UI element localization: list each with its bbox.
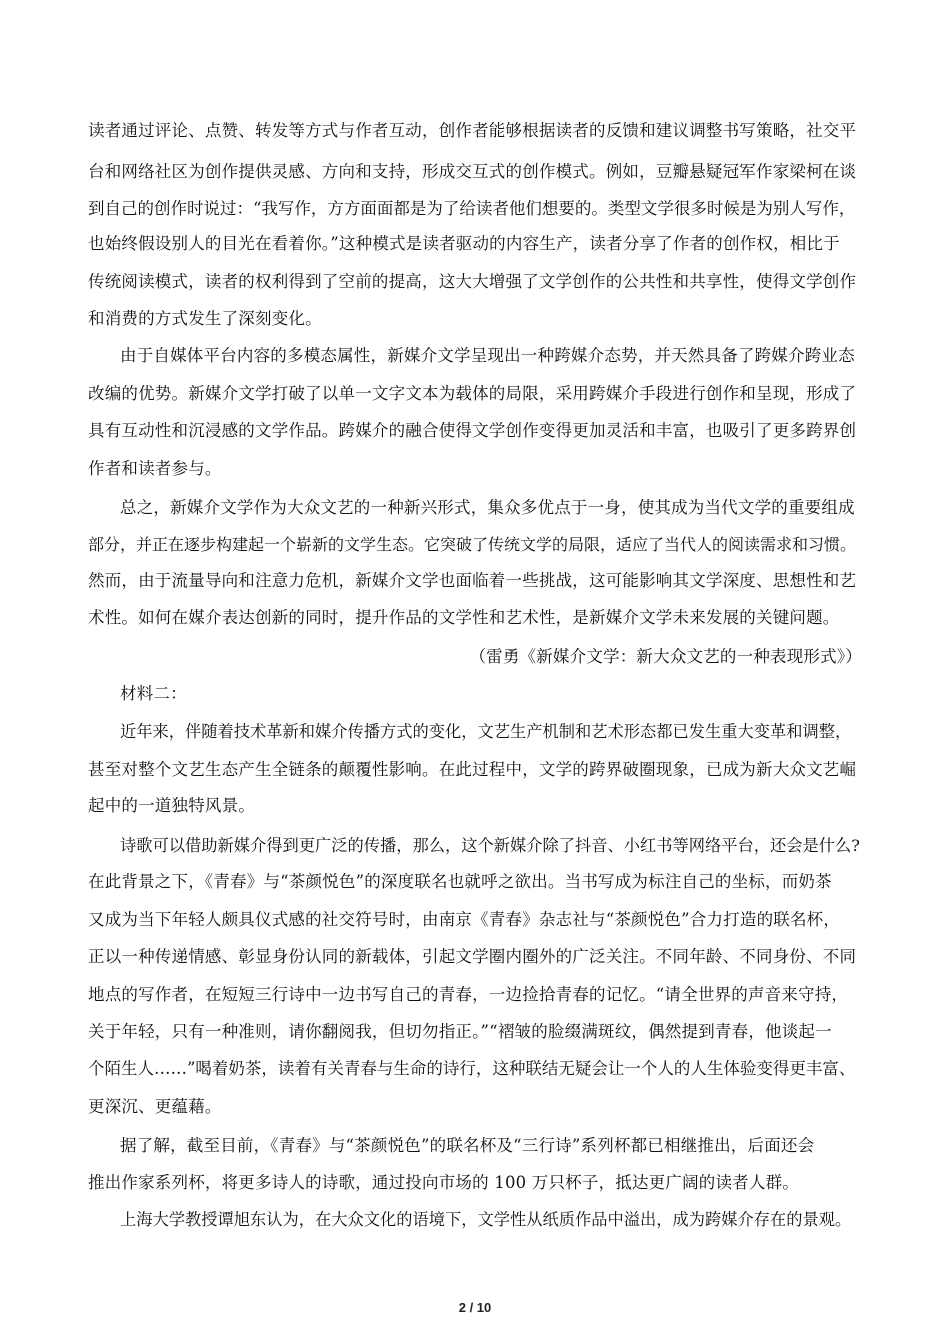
paragraph-line: 关于年轻，只有一种准则，请你翻阅我，但切勿指正。”“褶皱的脸缀满斑纹，偶然提到青春，他谈起一 xyxy=(88,1022,832,1041)
paragraph-line: 作者和读者参与。 xyxy=(88,459,222,478)
page-number: 2 / 10 xyxy=(458,1300,492,1315)
paragraph-line: 起中的一道独特风景。 xyxy=(88,796,255,815)
paragraph-line: 部分，并正在逐步构建起一个崭新的文学生态。它突破了传统文学的局限，适应了当代人的阅读需求和习惯。 xyxy=(88,535,857,554)
paragraph-line: 然而，由于流量导向和注意力危机，新媒介文学也面临着一些挑战，这可能影响其文学深度、思想性和艺 xyxy=(88,571,857,590)
paragraph-line: 在此背景之下，《青春》与“茶颜悦色”的深度联名也就呼之欲出。当书写成为标注自己的坐标，而奶茶 xyxy=(88,872,832,891)
paragraph-line: 地点的写作者，在短短三行诗中一边书写自己的青春，一边捡拾青春的记忆。“请全世界的声音来守持， xyxy=(88,985,849,1004)
paragraph-line: 甚至对整个文艺生态产生全链条的颠覆性影响。在此过程中，文学的跨界破圈现象，已成为新大众文艺崛 xyxy=(88,760,857,779)
paragraph-line: 也始终假设别人的目光在看着你。”这种模式是读者驱动的内容生产，读者分享了作者的创作权，相比于 xyxy=(88,234,840,253)
paragraph-line: 到自己的创作时说过：“我写作，方方面面都是为了给读者他们想要的。类型文学很多时候是为别人写作， xyxy=(88,199,856,218)
paragraph-line: 总之，新媒介文学作为大众文艺的一种新兴形式，集众多优点于一身，使其成为当代文学的重要组成 xyxy=(120,498,855,517)
paragraph-line: 上海大学教授谭旭东认为，在大众文化的语境下，文学性从纸质作品中溢出，成为跨媒介存在的景观。 xyxy=(120,1210,852,1229)
paragraph-line: 正以一种传递情感、彰显身份认同的新载体，引起文学圈内圈外的广泛关注。不同年龄、不同身份、不同 xyxy=(88,947,857,966)
paragraph-line: 由于自媒体平台内容的多模态属性，新媒介文学呈现出一种跨媒介态势，并天然具备了跨媒介跨业态 xyxy=(120,346,855,365)
material-heading: 材料二： xyxy=(120,684,187,703)
paragraph-line: 具有互动性和沉浸感的文学作品。跨媒介的融合使得文学创作变得更加灵活和丰富，也吸引了更多跨界创 xyxy=(88,421,857,440)
paragraph-line: 台和网络社区为创作提供灵感、方向和支持，形成交互式的创作模式。例如，豆瓣悬疑冠军作家梁柯在谈 xyxy=(88,162,857,181)
paragraph-line: 据了解，截至目前，《青春》与“茶颜悦色”的联名杯及“三行诗”系列杯都已相继推出，后面还会 xyxy=(120,1136,815,1155)
paragraph-line: 近年来，伴随着技术革新和媒介传播方式的变化，文艺生产机制和艺术形态都已发生重大变革和调整， xyxy=(120,722,852,741)
paragraph-line: 个陌生人……”喝着奶茶，读着有关青春与生命的诗行，这种联结无疑会让一个人的人生体验变得更丰富、 xyxy=(88,1059,856,1078)
source-citation: （雷勇《新媒介文学：新大众文艺的一种表现形式》） xyxy=(469,647,862,666)
paragraph-line: 术性。如何在媒介表达创新的同时，提升作品的文学性和艺术性，是新媒介文学未来发展的关键问题。 xyxy=(88,608,840,627)
paragraph-line: 更深沉、更蕴藉。 xyxy=(88,1097,222,1116)
paragraph-line: 改编的优势。新媒介文学打破了以单一文字文本为载体的局限，采用跨媒介手段进行创作和呈现，形成了 xyxy=(88,384,857,403)
paragraph-line: 和消费的方式发生了深刻变化。 xyxy=(88,309,322,328)
paragraph-line: 读者通过评论、点赞、转发等方式与作者互动，创作者能够根据读者的反馈和建议调整书写策略，社交平 xyxy=(88,121,857,140)
paragraph-line: 传统阅读模式，读者的权利得到了空前的提高，这大大增强了文学创作的公共性和共享性，使得文学创作 xyxy=(88,272,857,291)
paragraph-line: 诗歌可以借助新媒介得到更广泛的传播，那么，这个新媒介除了抖音、小红书等网络平台，还会是什么? xyxy=(120,836,860,855)
paragraph-line: 又成为当下年轻人颇具仪式感的社交符号时，由南京《青春》杂志社与“茶颜悦色”合力打造的联名杯， xyxy=(88,910,841,929)
paragraph-line: 推出作家系列杯，将更多诗人的诗歌，通过投向市场的 100 万只杯子，抵达更广阔的读者人群。 xyxy=(88,1173,799,1192)
